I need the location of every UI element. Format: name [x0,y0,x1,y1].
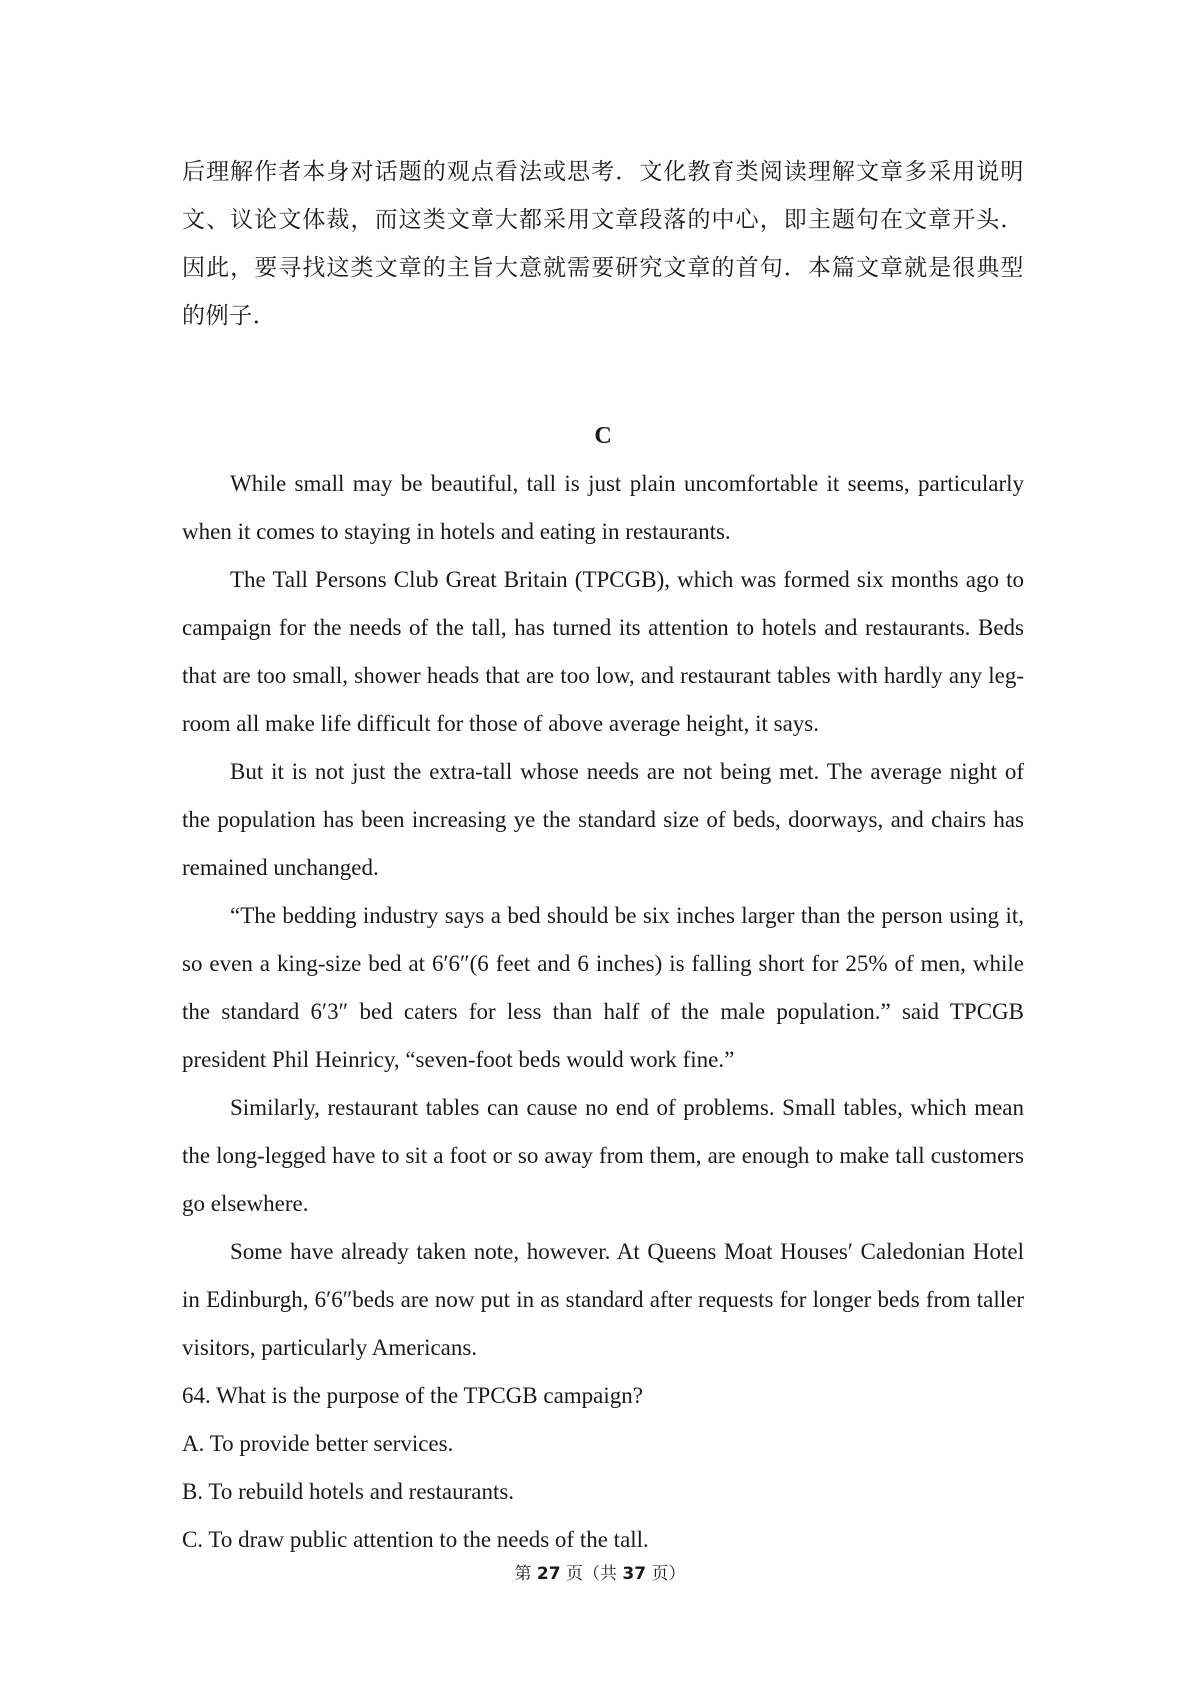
passage-paragraph: “The bedding industry says a bed should be six inches larger than the person using it, so even a king-size bed at 6′6″(6 feet and 6 inches) is falling short for 25% of men, while the standard 6′3″ bed caters for less than half of the male population.” said TPCGB president Phil Heinricy, “seven-foot beds would work fine.” [182,903,1024,1072]
analysis-paragraph: 后理解作者本身对话题的观点看法或思考．文化教育类阅读理解文章多采用说明文、议论文体裁，而这类文章大都采用文章段落的中心，即主题句在文章开头．因此，要寻找这类文章的主旨大意就需要研究文章的首句．本篇文章就是很典型的例子． [182,159,1024,328]
page-footer [0,1559,1200,1584]
passage-paragraph: The Tall Persons Club Great Britain (TPCGB), which was formed six months ago to campaign for the needs of the tall, has turned its attention to hotels and restaurants. Beds that are too small, shower heads that are too low, and restaurant tables with hardly any leg-room all make life difficult for those of above average height, it says. [182,567,1024,736]
footer-suffix: 页） [651,1564,686,1584]
question-option-b: B. To rebuild hotels and restaurants. [182,1479,515,1504]
passage-heading: C [594,423,612,449]
question-option-a: A. To provide better services. [182,1431,454,1456]
passage-paragraph: Some have already taken note, however. At Queens Moat Houses′ Caledonian Hotel in Edinburgh, 6′6″beds are now put in as standard after requests for longer beds from taller visitors, particularly Americans. [182,1239,1024,1360]
passage-paragraph: While small may be beautiful, tall is just plain uncomfortable it seems, particularly when it comes to staying in hotels and eating in restaurants. [182,471,1024,544]
passage-paragraph: Similarly, restaurant tables can cause no end of problems. Small tables, which mean the long-legged have to sit a foot or so away from them, are enough to make tall customers go elsewhere. [182,1095,1024,1216]
footer-page-number: 27 [536,1564,561,1584]
footer-prefix: 第 [514,1564,532,1584]
footer-middle: 页（共 [566,1564,617,1584]
document-page [182,148,1024,1564]
question-stem: 64. What is the purpose of the TPCGB campaign? [182,1383,643,1408]
passage-paragraph: But it is not just the extra-tall whose needs are not being met. The average night of the population has been increasing ye the standard size of beds, doorways, and chairs has remained unchanged. [182,759,1024,880]
question-option-c: C. To draw public attention to the needs of the tall. [182,1527,649,1552]
footer-total-pages: 37 [622,1564,647,1584]
